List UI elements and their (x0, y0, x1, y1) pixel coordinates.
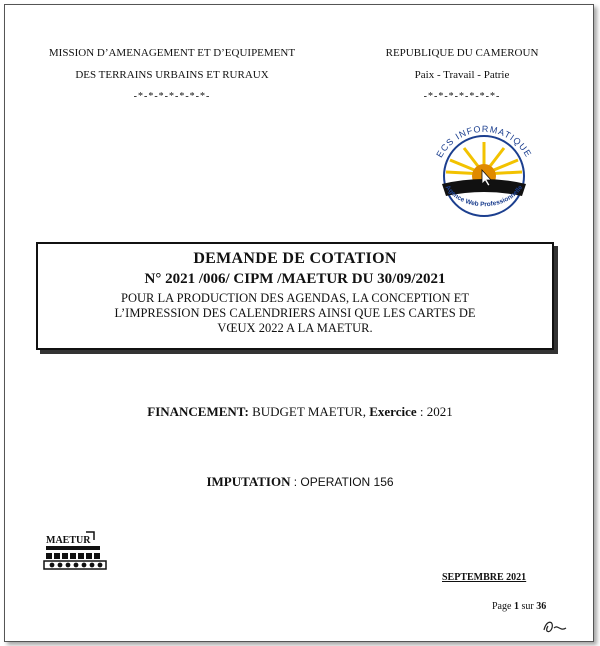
sun-logo-icon (418, 118, 550, 218)
republic-line-1: REPUBLIQUE DU CAMEROUN (385, 47, 539, 59)
document-reference: N° 2021 /006/ CIPM /MAETUR DU 30/09/2021 (144, 271, 446, 287)
maetur-logo (40, 530, 110, 572)
logo-arc-text: ECS INFORMATIQUE (434, 123, 534, 160)
imputation-label: IMPUTATION (206, 474, 291, 489)
document-object (38, 291, 552, 336)
issuer-header (22, 42, 322, 108)
title-box (36, 242, 554, 350)
object-line-3: VŒUX 2022 A LA MAETUR. (217, 321, 373, 335)
exercice-value: : 2021 (419, 404, 453, 419)
issuer-line-1: MISSION D’AMENAGEMENT ET D’EQUIPEMENT (48, 47, 296, 59)
logo-tagline: Agence Web Professionnelle (443, 184, 525, 209)
object-line-2: L’IMPRESSION DES CALENDRIERS AINSI QUE LES CARTES DE (114, 306, 476, 320)
maetur-logo-text: MAETUR (46, 535, 91, 546)
exercice-label: Exercice (369, 404, 417, 419)
financement-line (0, 404, 600, 420)
imputation-line (0, 474, 600, 490)
issuer-line-2: DES TERRAINS URBAINS ET RURAUX (75, 69, 269, 81)
page-separator: sur (521, 601, 534, 612)
republic-separator: -*-*-*-*-*-*-*- (423, 91, 501, 102)
document-title: DEMANDE DE COTATION (193, 250, 397, 267)
object-line-1: POUR LA PRODUCTION DES AGENDAS, LA CONCEPTION ET (121, 291, 469, 305)
imputation-value: : OPERATION 156 (293, 475, 394, 489)
issuer-separator: -*-*-*-*-*-*-*- (133, 91, 211, 102)
document-date: SEPTEMBRE 2021 (442, 572, 527, 583)
financement-value: BUDGET MAETUR, (252, 404, 366, 419)
maetur-building-icon (40, 530, 110, 572)
page-total: 36 (536, 601, 547, 612)
ecs-informatique-logo (418, 118, 550, 218)
initials-signature (540, 616, 570, 636)
signature-icon (540, 616, 570, 636)
page-number (492, 601, 546, 612)
republic-header (362, 42, 562, 108)
financement-label: FINANCEMENT: (147, 404, 249, 419)
page-prefix: Page (492, 601, 512, 612)
republic-motto: Paix - Travail - Patrie (414, 69, 510, 81)
page-current: 1 (513, 601, 519, 612)
